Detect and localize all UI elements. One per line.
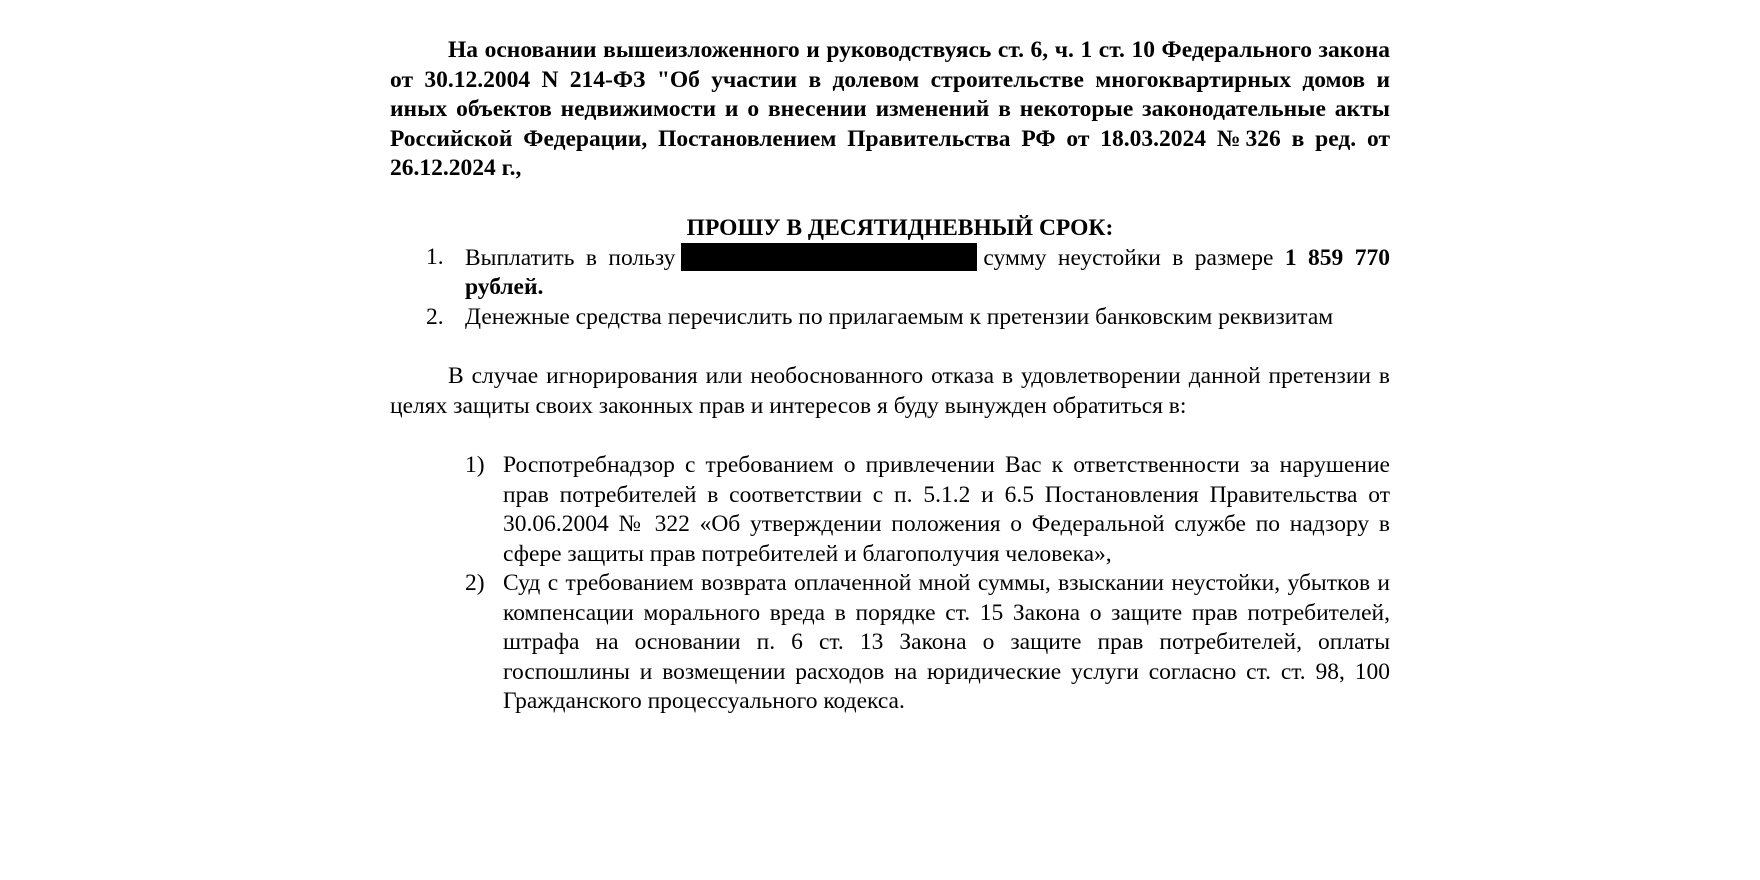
intro-paragraph: На основании вышеизложенного и руководствуясь ст. 6, ч. 1 ст. 10 Федерального закона от 30.12.2004 N 214-ФЗ "Об участии в долевом строительстве многоквартирных домов и иных объектов недвижимости и о внесении изменений в некоторые законодательные акты Российской Федерации, Постановлением Правительства РФ от 18.03.2024 №326 в ред. от 26.12.2024 г.,	[390, 37, 1390, 181]
penalty-amount: 1 859 770 рублей.	[465, 244, 1390, 300]
demands-list	[390, 243, 1390, 333]
authority-item-court	[390, 569, 1390, 717]
warning-paragraph: В случае игнорирования или необоснованного отказа в удовлетворении данной претензии в целях защиты своих законных прав и интересов я буду вынужден обратиться в:	[390, 363, 1390, 419]
demand-text-after: сумму неустойки в размере	[983, 244, 1274, 271]
list-marker: 2)	[465, 570, 485, 596]
authority-item-rospotrebnadzor	[390, 451, 1390, 569]
list-marker: 1)	[465, 452, 485, 478]
document-page	[390, 36, 1390, 717]
list-marker: 1.	[426, 243, 444, 270]
demand-text: Денежные средства перечислить по прилагаемым к претензии банковским реквизитам	[465, 303, 1334, 330]
demand-title: ПРОШУ В ДЕСЯТИДНЕВНЫЙ СРОК:	[686, 214, 1114, 241]
demand-item-payment	[390, 243, 1390, 303]
demand-text-before: Выплатить в пользу	[465, 244, 676, 271]
redacted-block	[681, 243, 977, 271]
authority-text: Суд с требованием возврата оплаченной мной суммы, взыскании неустойки, убытков и компенсации морального вреда в порядке ст. 15 Закона о защите прав потребителей, штрафа на основании п. 6 ст. 13 Закона о защите прав потребителей, оплаты госпошлины и возмещении расходов на юридические услуги согласно ст. ст. 98, 100 Гражданского процессуального кодекса.	[503, 570, 1390, 714]
list-marker: 2.	[426, 303, 444, 330]
demand-item-transfer	[390, 303, 1390, 333]
authorities-list	[390, 451, 1390, 717]
authority-text: Роспотребнадзор с требованием о привлечении Вас к ответственности за нарушение прав потребителей в соответствии с п. 5.1.2 и 6.5 Постановления Правительства от 30.06.2004 № 322 «Об утверждении положения о Федеральной службе по надзору в сфере защиты прав потребителей и благополучия человека»,	[503, 452, 1390, 567]
